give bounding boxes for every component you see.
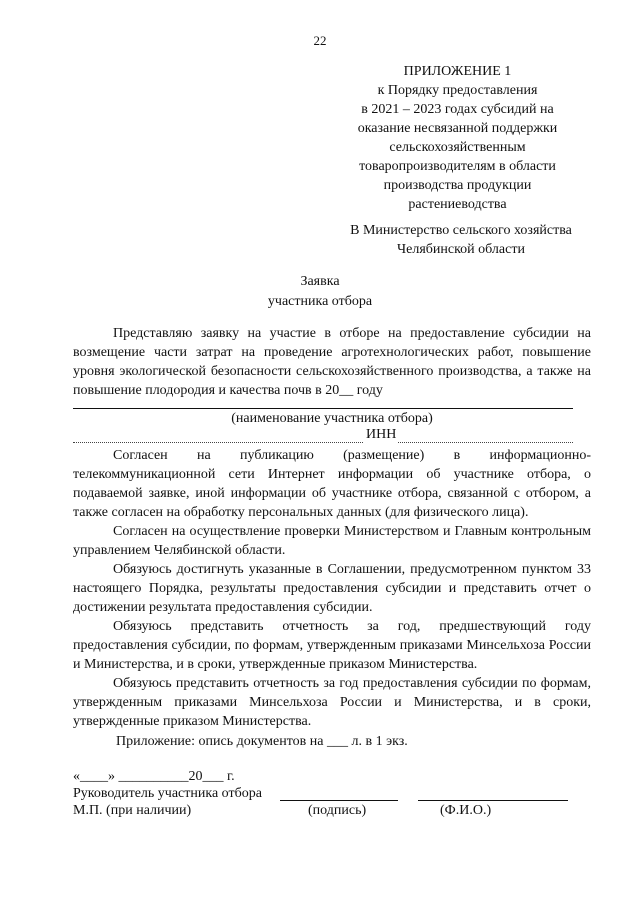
participant-caption: (наименование участника отбора) [231, 411, 433, 426]
annex-line: производства продукции [383, 178, 532, 193]
heading-line: участника отбора [267, 294, 373, 309]
annex-line: оказание несвязанной поддержки [357, 121, 558, 136]
document-heading [0, 272, 640, 312]
annex-line: сельскохозяйственным [389, 140, 526, 155]
recipient-line: В Министерство сельского хозяйства [350, 223, 572, 238]
inn-label: ИНН [366, 427, 397, 442]
recipient-line: Челябинской области [397, 242, 525, 257]
page-number: 22 [313, 33, 327, 48]
annex-block [340, 62, 575, 214]
heading-line: Заявка [300, 274, 340, 289]
annex-line: к Порядку предоставления [377, 83, 538, 98]
annex-line: растениеводства [408, 197, 507, 212]
current-year-report-paragraph: Обязуюсь представить отчетность за год предоставления субсидии по формам, утвержденным приказами Минсельхоза России и Министерства, и в сроки, утвержденные приказом Министерства. [73, 676, 591, 729]
name-caption: (Ф.И.О.) [440, 803, 492, 818]
result-obligation-paragraph: Обязуюсь достигнуть указанные в Соглашении, предусмотренном пунктом 33 настоящего Порядка, результаты предоставления субсидии и представить отчет о достижении результата предоставления субсидии. [73, 562, 591, 615]
annex-line: товаропроизводителям в области [359, 159, 556, 174]
stamp-label: М.П. (при наличии) [73, 803, 192, 818]
recipient-block [320, 221, 602, 259]
participant-name-line[interactable] [73, 408, 573, 409]
consent-inspection-paragraph: Согласен на осуществление проверки Министерством и Главным контрольным управлением Челябинской области. [73, 524, 591, 558]
obligations-block [73, 446, 591, 731]
signature-line[interactable] [280, 800, 398, 801]
date-line: «____» __________20___ г. [73, 769, 235, 784]
annex-title: ПРИЛОЖЕНИЕ 1 [403, 64, 512, 79]
intro-text: Представляю заявку на участие в отборе на предоставление субсидии на возмещение части затрат на проведение агротехнологических работ, повышение уровня экологической безопасности сельскохозяйственного производства, а также на повышение плодородия и качества почв в 20__ году [73, 326, 591, 398]
signature-caption: (подпись) [308, 803, 367, 818]
intro-paragraph [73, 324, 591, 400]
prior-year-report-paragraph: Обязуюсь представить отчетность за год, предшествующий году предоставления субсидии, по формам, утвержденным приказами Минсельхоза России и Министерства, и в сроки, утвержденные приказом Министерства. [73, 619, 591, 672]
inn-left-line[interactable] [73, 442, 363, 443]
name-line[interactable] [418, 800, 568, 801]
head-label: Руководитель участника отбора [73, 786, 262, 801]
consent-publication-paragraph: Согласен на публикацию (размещение) в информационно-телекоммуникационной сети Интернет информации об участнике отбора, о подаваемой заявке, иной информации об участнике отбора, связанной с отбором, а также согласен на обработку персональных данных (для физического лица). [73, 448, 591, 520]
annex-line: в 2021 – 2023 годах субсидий на [361, 102, 554, 117]
inn-field-line[interactable] [398, 442, 573, 443]
appendix-line: Приложение: опись документов на ___ л. в 1 экз. [116, 734, 408, 749]
